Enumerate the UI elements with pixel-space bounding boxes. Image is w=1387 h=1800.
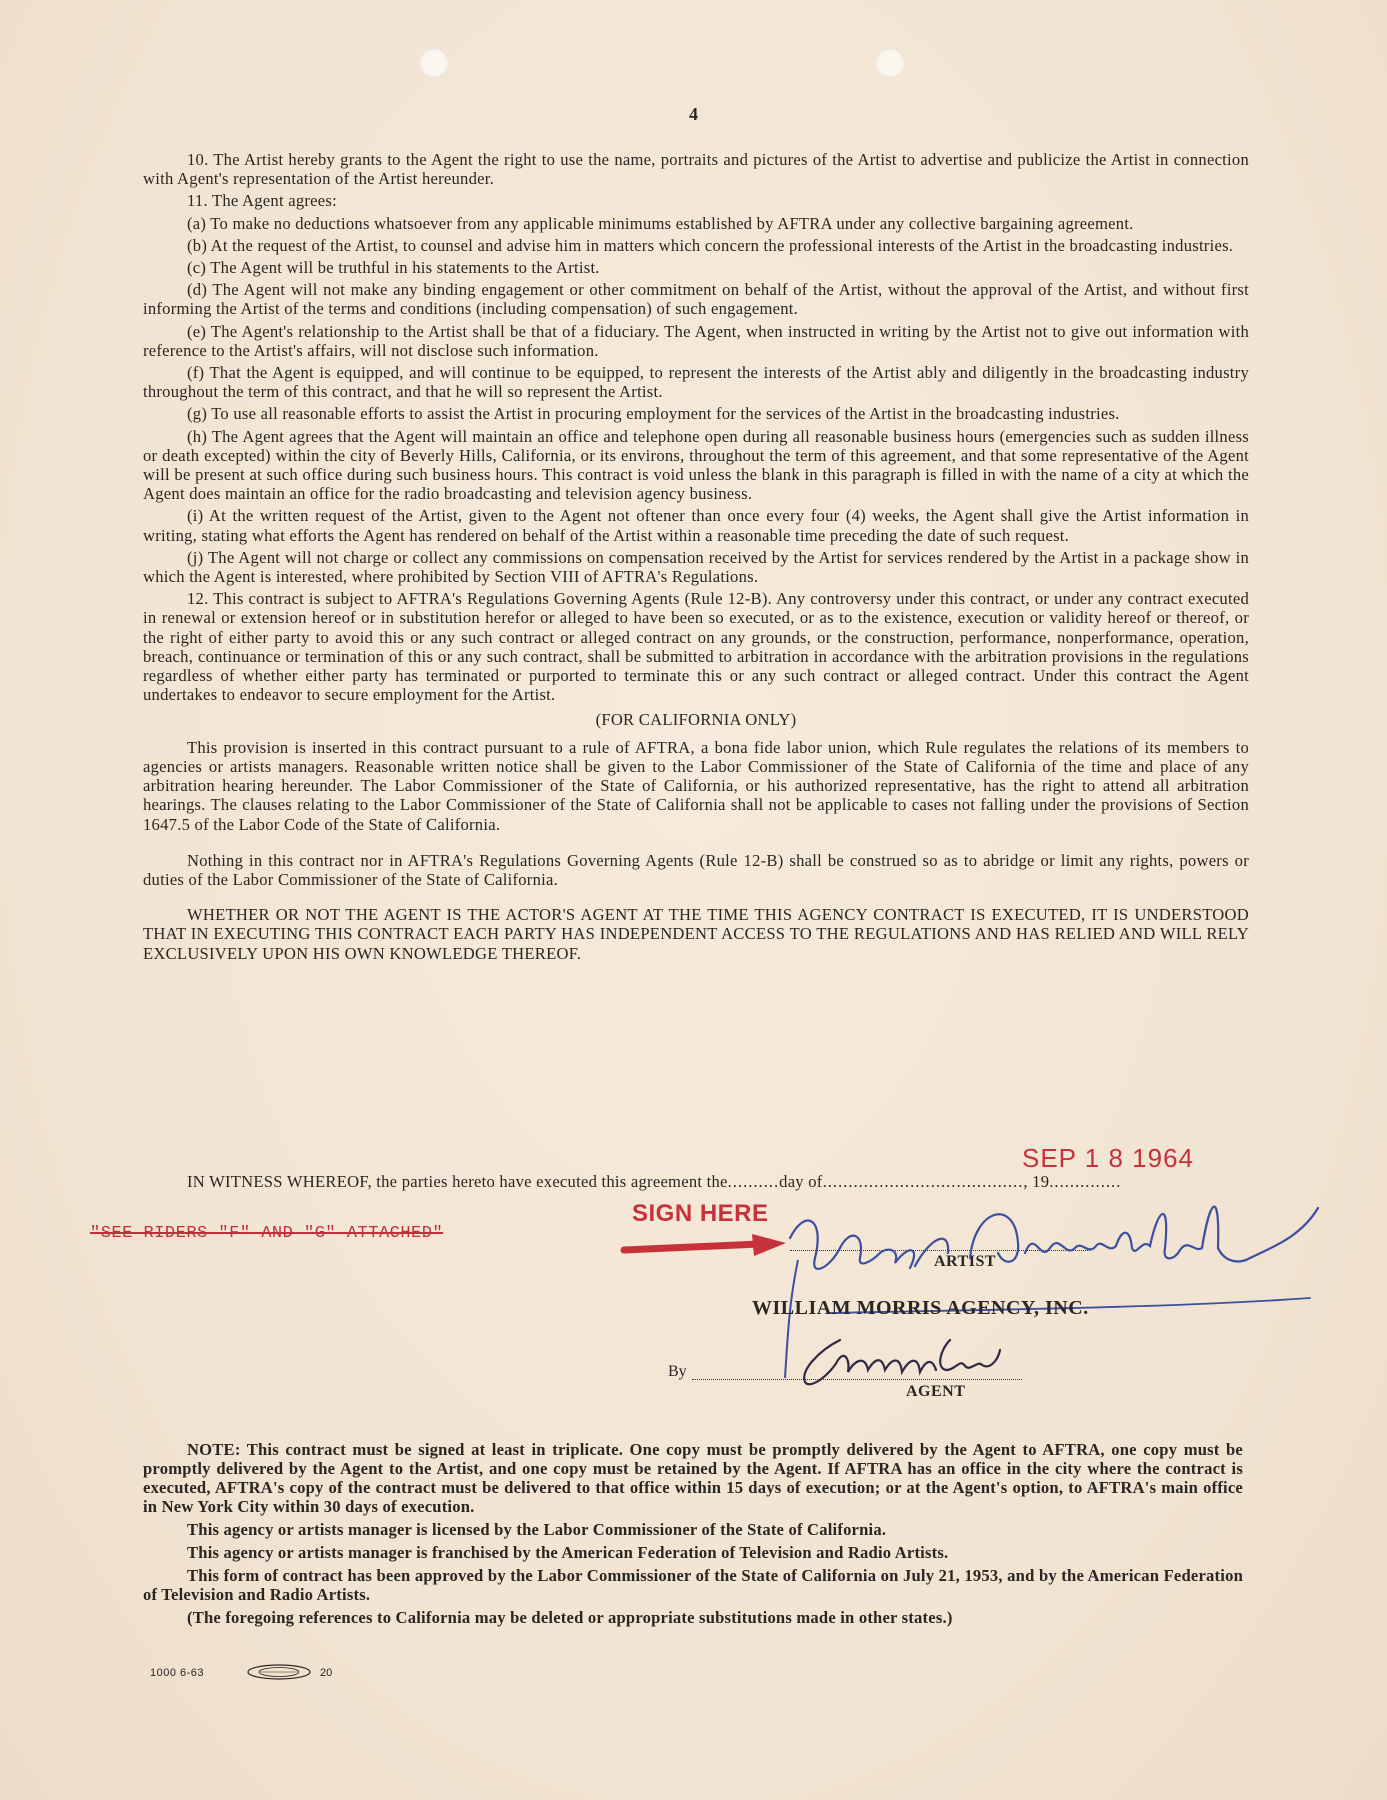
footer-number: 20 bbox=[320, 1667, 333, 1679]
union-label-icon bbox=[246, 1663, 312, 1681]
contract-body bbox=[143, 150, 1249, 966]
witness-year: , 19 bbox=[1023, 1172, 1050, 1191]
clause-12: 12. This contract is subject to AFTRA's Regulations Governing Agents (Rule 12-B). Any controversy under this contract, or under any contract executed in renewal or extension hereof or in substitution herefor or alleged to have been so executed, or as to the existence, execution or validity hereof or thereof, or the right of either party to avoid this or any such contract or alleged contract on any grounds, or the construction, performance, nonperformance, operation, breach, continuance or termination of this or any such contract, shall be submitted to arbitration in accordance with the arbitration provisions in the regulations regardless of whether either party has terminated or purported to terminate this or any such contract or alleged contract. Under this contract the Agent undertakes to endeavor to secure employment for the Artist. bbox=[143, 589, 1249, 705]
clause-11i: (i) At the written request of the Artist, given to the Agent not oftener than once every four (4) weeks, the Agent shall give the Artist information in writing, stating what efforts the Agent has rendered on behalf of the Artist within a reasonable time preceding the date of such request. bbox=[143, 506, 1249, 545]
clause-10: 10. The Artist hereby grants to the Agent the right to use the name, portraits and pictures of the Artist to advertise and publicize the Artist in connection with Agent's representation of the Artist hereunder. bbox=[143, 150, 1249, 189]
note-foregoing: (The foregoing references to California may be deleted or appropriate substitutions made in other states.) bbox=[187, 1608, 953, 1627]
sign-here-arrow-icon bbox=[620, 1234, 790, 1264]
california-provision: This provision is inserted in this contract pursuant to a rule of AFTRA, a bona fide labor union, which Rule regulates the relations of its members to agencies or artists managers. Reasonable written notice shall be given to the Labor Commissioner of the State of California of the time and place of any arbitration hearing hereunder. The Labor Commissioner of the State of California, or his authorized representative, has the right to attend all arbitration hearings. The clauses relating to the Labor Commissioner of the State of California shall not be applicable to cases not falling under the provisions of Section 1647.5 of the Labor Code of the State of California. bbox=[143, 737, 1249, 834]
labor-commissioner-clause: Nothing in this contract nor in AFTRA's Regulations Governing Agents (Rule 12-B) shall be construed so as to abridge or limit any rights, powers or duties of the Labor Commissioner of the State of California. bbox=[143, 850, 1249, 889]
witness-day-of: day of bbox=[779, 1172, 823, 1191]
regulations-access-clause: WHETHER OR NOT THE AGENT IS THE ACTOR'S AGENT AT THE TIME THIS AGENCY CONTRACT IS EXECUTED, IT IS UNDERSTOOD THAT IN EXECUTING THIS CONTRACT EACH PARTY HAS INDEPENDENT ACCESS TO THE REGULATIONS AND HAS RELIED AND WILL RELY EXCLUSIVELY UPON HIS OWN KNOWLEDGE THEREOF. bbox=[143, 905, 1249, 963]
witness-line: IN WITNESS WHEREOF, the parties hereto have executed this agreement the..........day of......................................., 19.............. bbox=[187, 1172, 1122, 1191]
note-licensed: This agency or artists manager is licensed by the Labor Commissioner of the State of California. bbox=[187, 1520, 887, 1539]
clause-11d: (d) The Agent will not make any binding engagement or other commitment on behalf of the Artist, without the approval of the Artist, and without first informing the Artist of the terms and conditions (including compensation) of such engagement. bbox=[143, 280, 1249, 319]
date-stamp: SEP 1 8 1964 bbox=[1022, 1143, 1194, 1173]
punch-hole bbox=[419, 48, 449, 78]
agent-signature-image bbox=[760, 1320, 1160, 1390]
clause-11h: (h) The Agent agrees that the Agent will maintain an office and telephone open during all reasonable business hours (emergencies such as sudden illness or death excepted) within the city of Beverly Hills, California, or its environs, throughout the term of this agreement, and that some representative of the Agent will be present at such office during such business hours. This contract is void unless the blank in this paragraph is filled in with the name of a city at which the Agent does maintain an office for the radio broadcasting and television agency business. bbox=[143, 426, 1249, 504]
page-number: 4 bbox=[689, 104, 698, 124]
clause-11j: (j) The Agent will not charge or collect any commissions on compensation received by the Artist for services rendered by the Artist in a package show in which the Agent is interested, where prohibited by Section VIII of AFTRA's Regulations. bbox=[143, 547, 1249, 587]
agency-name: WILLIAM MORRIS AGENCY, INC. bbox=[752, 1297, 1089, 1319]
clause-11g: (g) To use all reasonable efforts to assist the Artist in procuring employment for the services of the Artist in the broadcasting industries. bbox=[187, 404, 1120, 424]
note-approved: This form of contract has been approved by the Labor Commissioner of the State of California on July 21, 1953, and by the American Federation of Television and Radio Artists. bbox=[143, 1566, 1243, 1604]
note-franchised: This agency or artists manager is franchised by the American Federation of Television and Radio Artists. bbox=[187, 1543, 949, 1562]
agent-label: AGENT bbox=[906, 1383, 966, 1400]
riders-strikethrough: "SEE RIDERS "F" AND "G" ATTACHED" bbox=[90, 1224, 444, 1243]
artist-label: ARTIST bbox=[934, 1253, 997, 1270]
clause-11a: (a) To make no deductions whatsoever from any applicable minimums established by AFTRA under any collective bargaining agreement. bbox=[187, 213, 1134, 233]
clause-11: 11. The Agent agrees: bbox=[187, 191, 337, 211]
clause-11e: (e) The Agent's relationship to the Artist shall be that of a fiduciary. The Agent, when instructed in writing by the Artist not to give out information with reference to the Artist's affairs, will not disclose such information. bbox=[143, 321, 1249, 360]
note-triplicate: NOTE: This contract must be signed at least in triplicate. One copy must be promptly delivered by the Agent to AFTRA, one copy must be promptly delivered by the Agent to the Artist, and one copy must be retained by the Agent. If AFTRA has an office in the city where the contract is executed, AFTRA's copy of the contract must be delivered to that office within 15 days of execution; or at the Agent's option, to AFTRA's main office in New York City within 30 days of execution. bbox=[143, 1440, 1243, 1516]
clause-11c: (c) The Agent will be truthful in his statements to the Artist. bbox=[187, 258, 600, 278]
witness-text: IN WITNESS WHEREOF, the parties hereto have executed this agreement the bbox=[187, 1172, 728, 1191]
clause-11b: (b) At the request of the Artist, to counsel and advise him in matters which concern the professional interests of the Artist in the broadcasting industries. bbox=[187, 235, 1234, 255]
sign-here-label: SIGN HERE bbox=[632, 1200, 769, 1227]
punch-hole bbox=[875, 48, 905, 78]
form-code: 1000 6-63 bbox=[150, 1667, 205, 1679]
california-heading: (FOR CALIFORNIA ONLY) bbox=[595, 710, 797, 730]
clause-11f: (f) That the Agent is equipped, and will continue to be equipped, to represent the interests of the Artist ably and diligently in the broadcasting industry throughout the term of this contract, and that he will so represent the Artist. bbox=[143, 363, 1249, 402]
note-section bbox=[143, 1440, 1243, 1631]
by-label: By bbox=[668, 1363, 687, 1380]
